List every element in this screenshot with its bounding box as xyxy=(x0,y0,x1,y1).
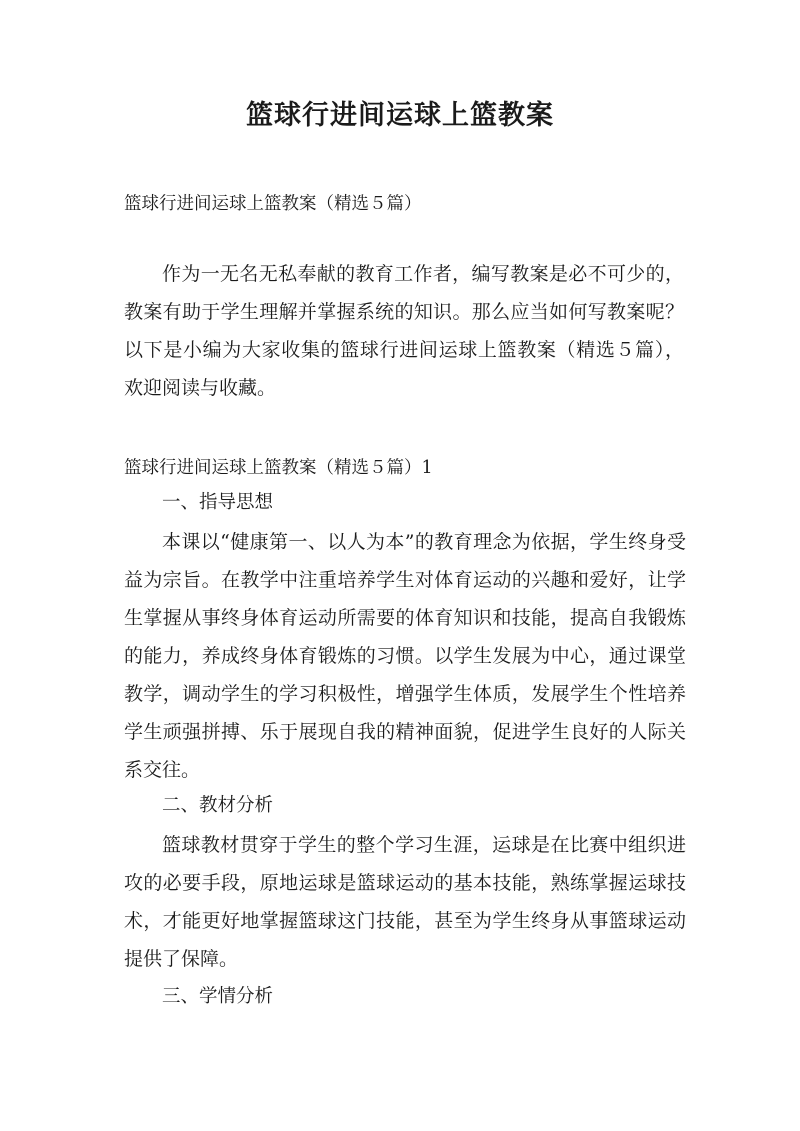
document-title: 篮球行进间运球上篮教案 xyxy=(246,100,554,131)
heading-material-analysis: 二、教材分析 xyxy=(162,795,274,816)
document-subtitle: 篮球行进间运球上篮教案（精选５篇） xyxy=(124,194,422,214)
heading-guiding-ideology: 一、指导思想 xyxy=(162,492,274,513)
intro-paragraph: 作为一无名无私奉献的教育工作者，编写教案是必不可少的，教案有助于学生理解并掌握系统的知识。那么应当如何写教案呢？以下是小编为大家收集的篮球行进间运球上篮教案（精选５篇），欢迎阅读与收藏。 xyxy=(124,263,684,399)
paragraph-guiding-ideology: 本课以“健康第一、以人为本”的教育理念为依据，学生终身受益为宗旨。在教学中注重培养学生对体育运动的兴趣和爱好，让学生掌握从事终身体育运动所需要的体育知识和技能，提高自我锻炼的能力，养成终身体育锻炼的习惯。以学生发展为中心，通过课堂教学，调动学生的学习积极性，增强学生体质，发展学生个性培养学生顽强拼搏、乐于展现自我的精神面貌，促进学生良好的人际关系交往。 xyxy=(124,531,686,781)
section-title: 篮球行进间运球上篮教案（精选５篇）1 xyxy=(124,458,433,478)
paragraph-material-analysis: 篮球教材贯穿于学生的整个学习生涯，运球是在比赛中组织进攻的必要手段，原地运球是篮球运动的基本技能，熟练掌握运球技术，才能更好地掌握篮球这门技能，甚至为学生终身从事篮球运动提供了保障。 xyxy=(124,834,686,970)
heading-student-analysis: 三、学情分析 xyxy=(162,986,274,1007)
